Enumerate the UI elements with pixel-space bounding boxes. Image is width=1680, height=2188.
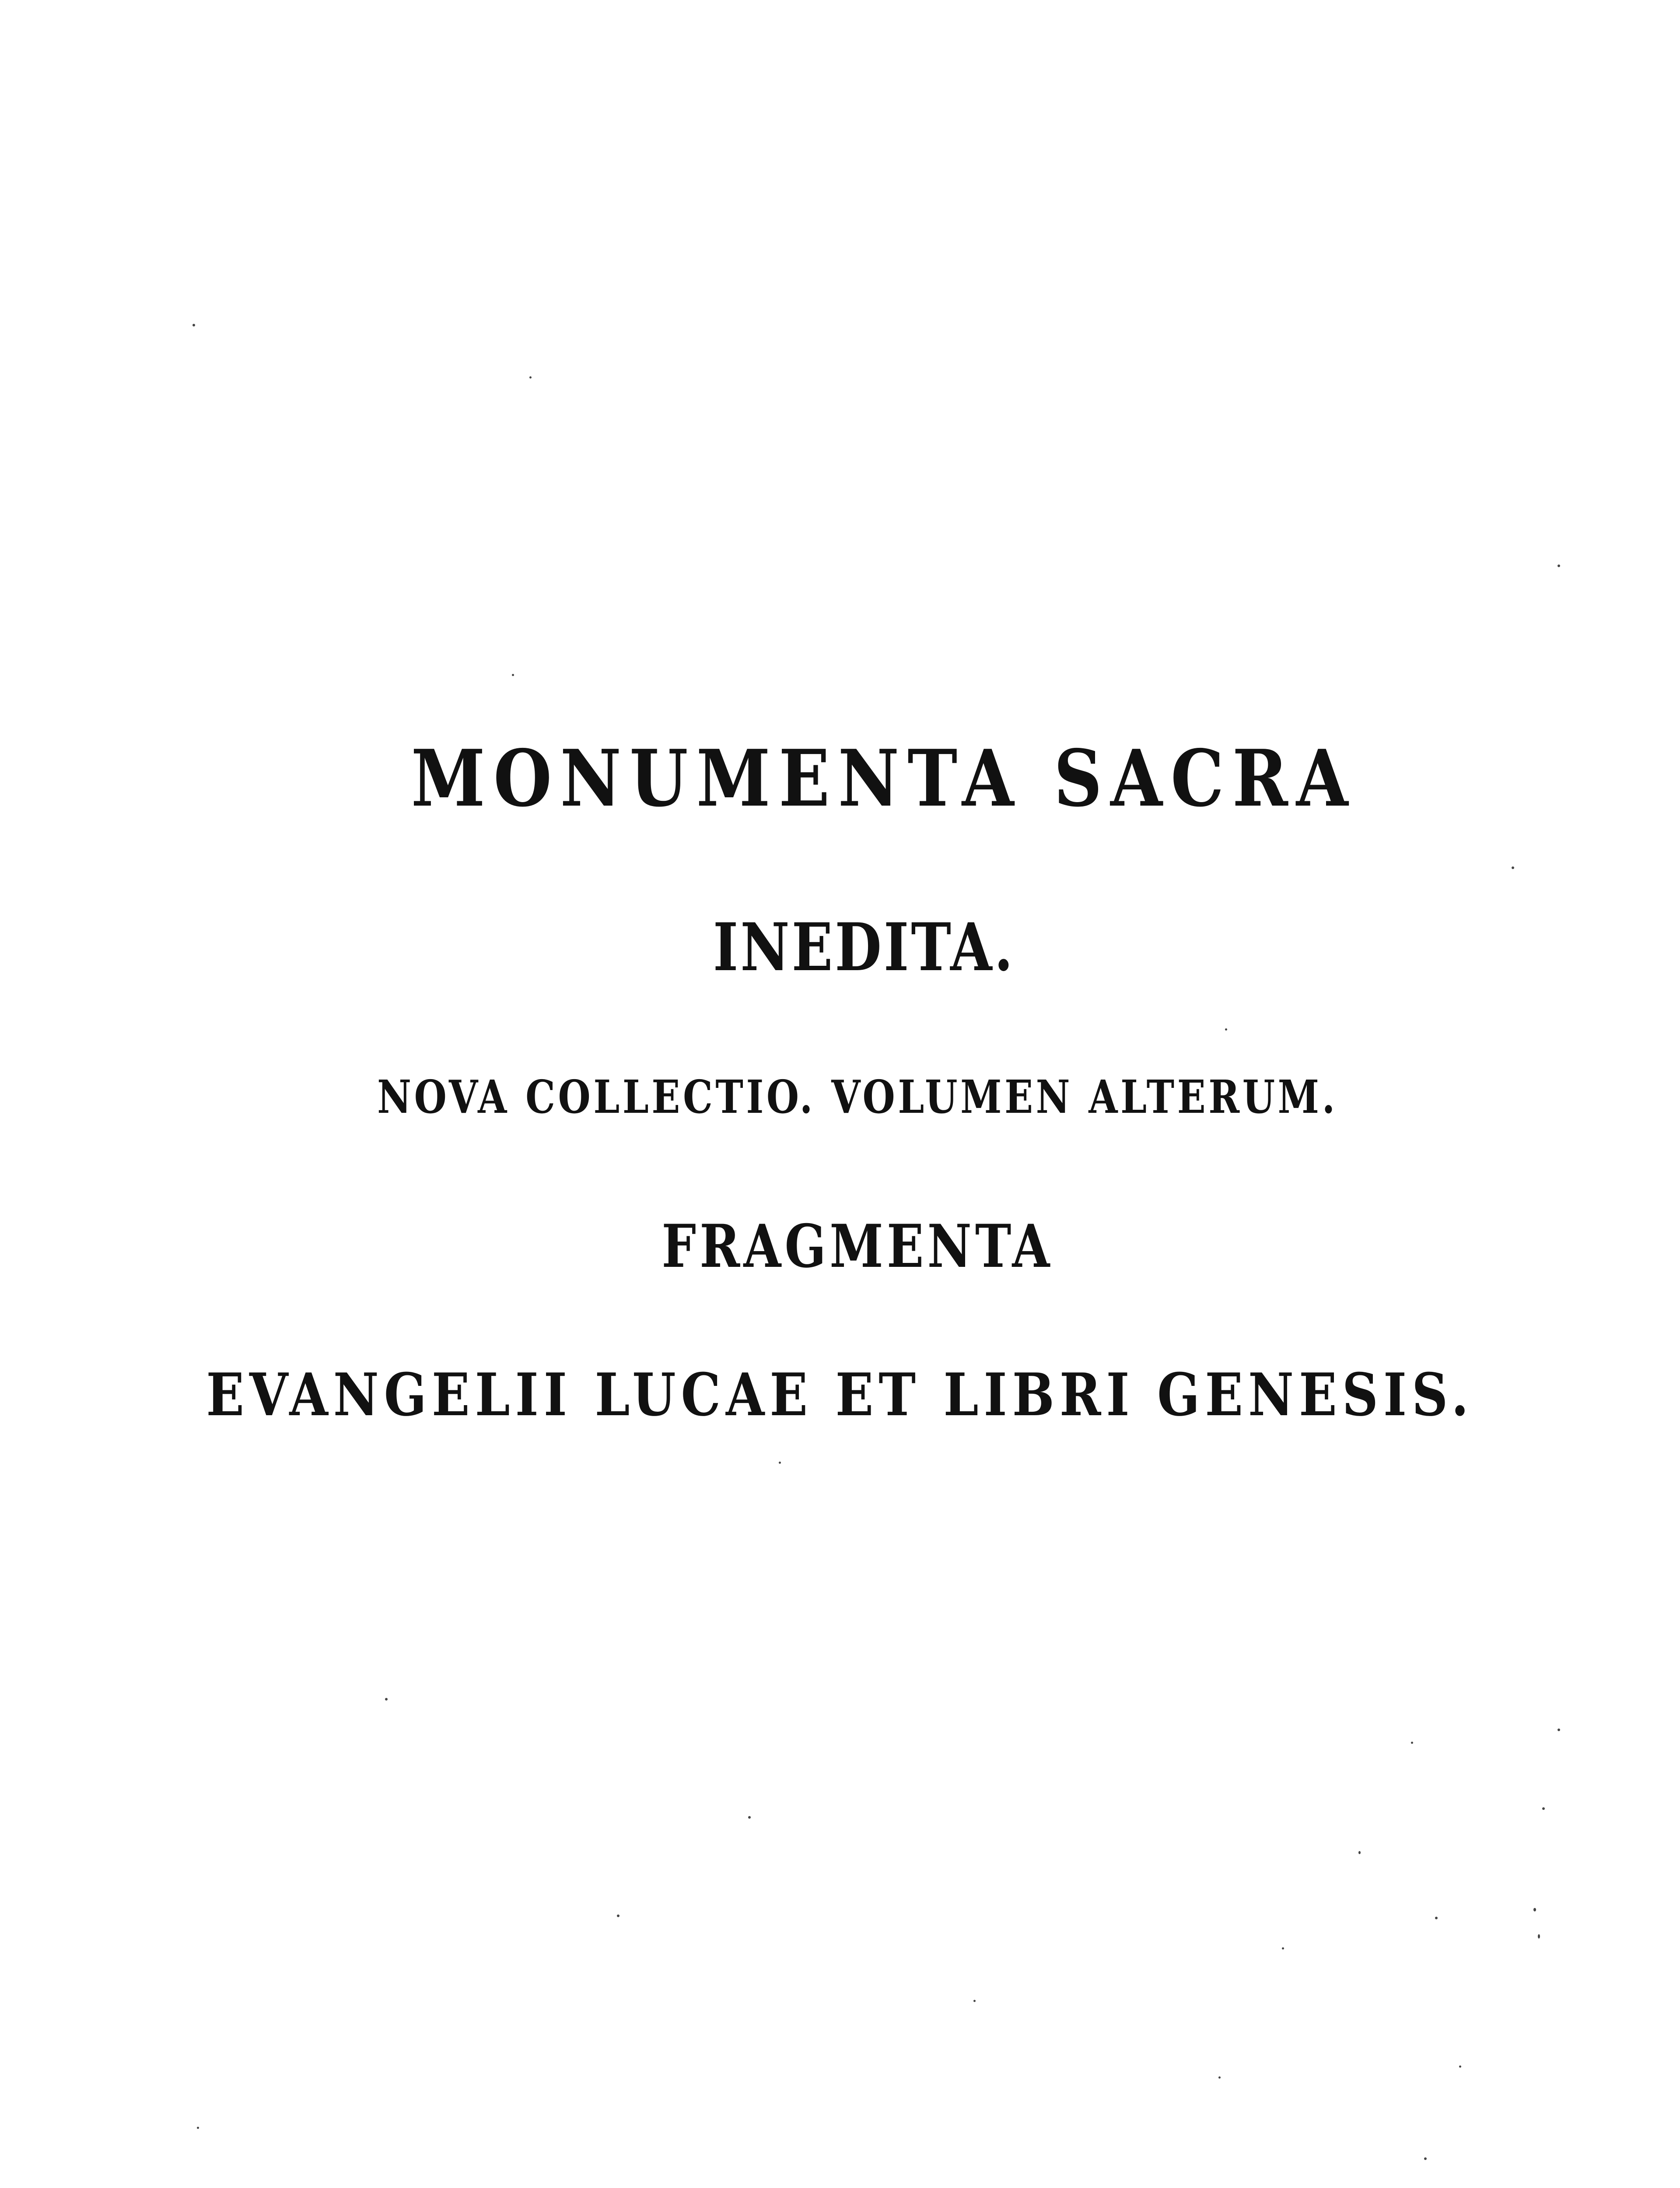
- scan-speck: [1512, 866, 1514, 869]
- collection-line: NOVA COLLECTIO. VOLUMEN ALTERUM.: [377, 1070, 1338, 1124]
- scan-speck: [1538, 1934, 1540, 1939]
- scan-speck: [779, 1462, 781, 1464]
- scan-speck: [197, 2127, 199, 2129]
- scan-speck: [529, 376, 532, 379]
- scan-speck: [973, 2000, 976, 2002]
- scan-speck: [512, 674, 514, 676]
- scan-speck: [192, 324, 195, 326]
- scan-speck: [1558, 1729, 1560, 1731]
- scan-speck: [1542, 1807, 1545, 1810]
- scan-speck: [1218, 2076, 1221, 2079]
- title-main: MONUMENTA SACRA: [411, 733, 1357, 824]
- scan-speck: [1358, 1851, 1361, 1854]
- subject-line: EVANGELII LUCAE ET LIBRI GENESIS.: [206, 1360, 1474, 1429]
- scan-speck: [1225, 1028, 1227, 1031]
- scan-speck: [1424, 2157, 1427, 2160]
- scan-speck: [1459, 2065, 1461, 2068]
- scan-speck: [1435, 1917, 1438, 1919]
- scan-speck: [1411, 1742, 1413, 1744]
- title-sub: INEDITA.: [713, 909, 1015, 986]
- fragmenta-heading: FRAGMENTA: [662, 1211, 1054, 1281]
- scan-speck: [1282, 1947, 1284, 1950]
- scan-speck: [1558, 565, 1560, 567]
- scan-speck: [1533, 1908, 1536, 1911]
- scan-speck: [617, 1914, 620, 1917]
- scan-speck: [385, 1698, 388, 1701]
- scan-speck: [748, 1816, 751, 1819]
